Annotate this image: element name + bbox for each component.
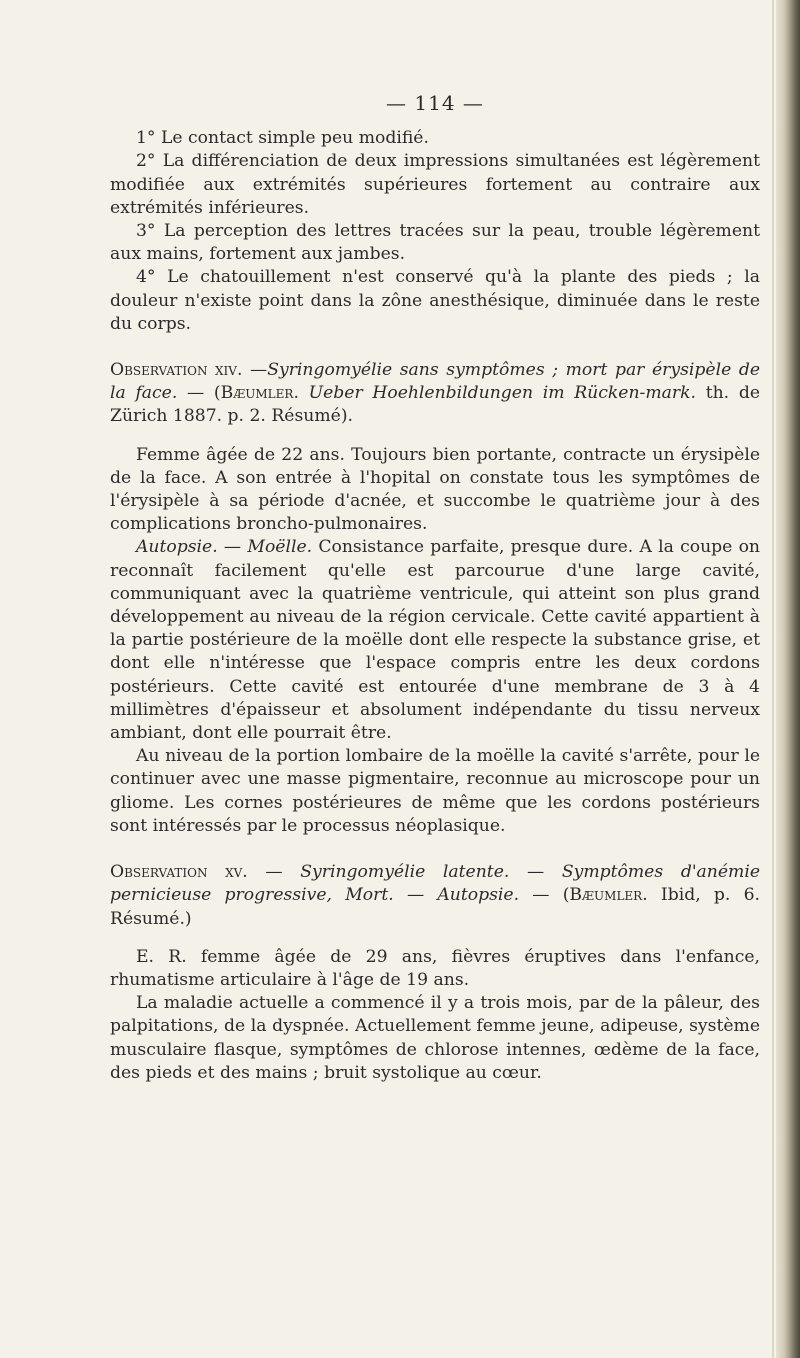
- observation-14-paragraph: Femme âgée de 22 ans. Toujours bien portante, contracte un érysipèle de la face. A son entrée à l'hopital on constate tous les symptômes de l'érysipèle à sa période d'acnée, et succombe le quatrième jour à des complications broncho-pulmonaires.: [110, 444, 760, 535]
- list-item: 4° Le chatouillement n'est conservé qu'à la plante des pieds ; la douleur n'existe point dans la zône anesthésique, diminuée dans le reste du corps.: [110, 267, 760, 334]
- observation-14-heading: Observation xiv. —Syringomyélie sans symptômes ; mort par érysipèle de la face. — (Bæumler. Ueber Hoehlenbildungen im Rücken-mark. th. de Zürich 1887. p. 2. Résumé).: [110, 360, 761, 427]
- page-edge-shadow: [772, 0, 774, 1358]
- book-binding-edge: [776, 0, 800, 1358]
- observation-15-paragraph: La maladie actuelle a commencé il y a trois mois, par de la pâleur, des palpitations, de la dyspnée. Actuellement femme jeune, adipeuse, système musculaire flasque, symptômes de chlorose intennes, œdème de la face, des pieds et des mains ; bruit systolique au cœur.: [110, 993, 760, 1083]
- list-item: 2° La différenciation de deux impressions simultanées est légèrement modifiée aux extrémités supérieures fortement au contraire aux extrémités inférieures.: [110, 151, 760, 218]
- page-number: — 114 —: [386, 91, 484, 115]
- page-content: [110, 92, 760, 1085]
- observation-15-heading: Observation xv. — Syringomyélie latente. — Symptômes d'anémie pernicieuse progressive, Mort. — Autopsie. — (Bæumler. Ibid, p. 6. Résumé.): [110, 862, 760, 929]
- list-item: 3° La perception des lettres tracées sur la peau, trouble légèrement aux mains, fortement aux jambes.: [110, 221, 760, 265]
- observation-14-autopsy: Autopsie. — Moëlle. Consistance parfaite, presque dure. A la coupe on reconnaît facilement qu'elle est parcourue d'une large cavité, communiquant avec la quatrième ventricule, qui atteint son plus grand développement au niveau de la région cervicale. Cette cavité appartient à la partie postérieure de la moëlle dont elle respecte la substance grise, et dont elle n'intéresse que l'espace compris entre les deux cordons postérieurs. Cette cavité est entourée d'une membrane de 3 à 4 millimètres d'épaisseur et absolument indépendante du tissu nerveux ambiant, dont elle pourrait être.: [110, 537, 760, 744]
- observation-15-paragraph: E. R. femme âgée de 29 ans, fièvres éruptives dans l'enfance, rhumatisme articulaire à l'âge de 19 ans.: [110, 946, 760, 990]
- list-item: 1° Le contact simple peu modifié.: [136, 128, 429, 149]
- observation-14-paragraph: Au niveau de la portion lombaire de la moëlle la cavité s'arrête, pour le continuer avec une masse pigmentaire, reconnue au microscope pour un gliome. Les cornes postérieures de même que les cordons postérieurs sont intéressés par le processus néoplasique.: [110, 746, 760, 836]
